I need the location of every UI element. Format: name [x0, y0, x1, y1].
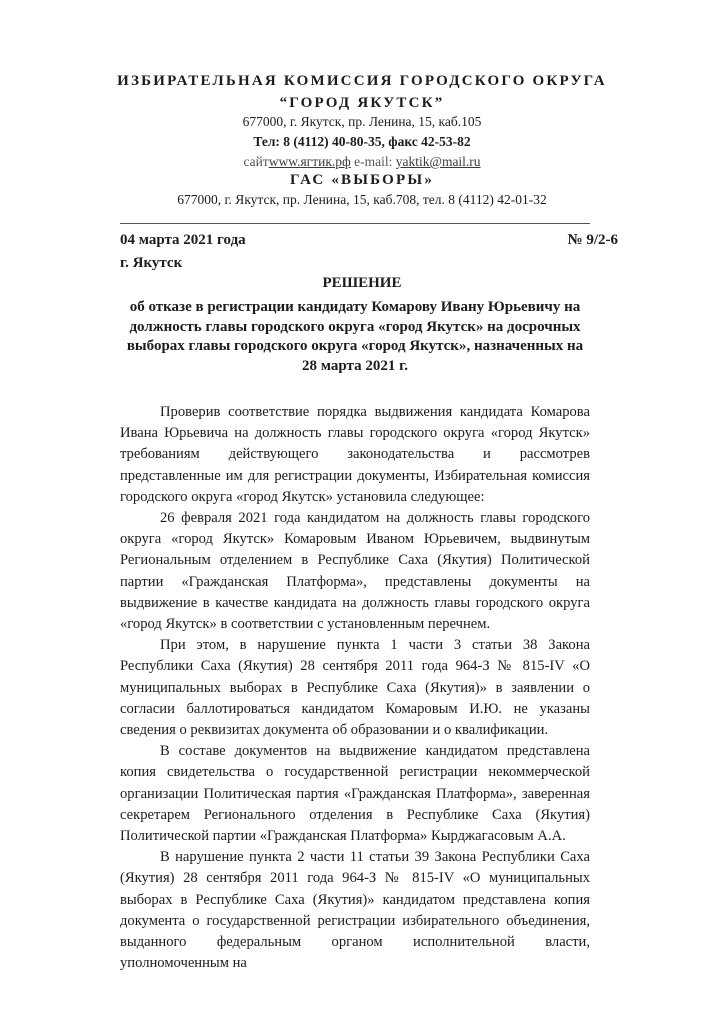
commission-address: 677000, г. Якутск, пр. Ленина, 15, каб.105 [242, 114, 482, 129]
commission-name-line2: “ГОРОД ЯКУТСК” [279, 95, 445, 111]
decision-date: 04 марта 2021 года [120, 232, 246, 248]
document-body [120, 402, 590, 974]
email-link[interactable]: yaktik@mail.ru [395, 154, 481, 169]
decision-subject: об отказе в регистрации кандидату Комарову Ивану Юрьевичу на должность главы городского округа «город Якутск» на досрочных выборах главы городского округа «город Якутск», назначенных на 28 марта 2021 г. [126, 299, 584, 374]
commission-name-line1: ИЗБИРАТЕЛЬНАЯ КОМИССИЯ ГОРОДСКОГО ОКРУГА [117, 73, 607, 89]
decision-number: № 9/2-6 [567, 232, 618, 248]
site-link[interactable]: www.ягтик.рф [268, 154, 351, 169]
decision-title: РЕШЕНИЕ [322, 275, 402, 291]
commission-phones: Тел: 8 (4112) 40-80-35, факс 42-53-82 [253, 134, 471, 149]
header-divider [120, 223, 590, 224]
decision-city: г. Якутск [120, 255, 183, 271]
gas-address: 677000, г. Якутск, пр. Ленина, 15, каб.708, тел. 8 (4112) 42-01-32 [177, 192, 547, 207]
commission-contacts [0, 154, 724, 170]
email-label: e-mail: [350, 154, 396, 169]
site-label: сайт [243, 154, 269, 169]
body-paragraph: В нарушение пункта 2 части 11 статьи 39 Закона Республики Саха (Якутия) 28 сентября 2011 года 964-З № 815-IV «О муниципальных выборах в Республике Саха (Якутия)» кандидатом представлена копия документа о государственной регистрации избирательного объединения, выданного федеральным органом исполнительной власти, уполномоченным на [120, 849, 590, 972]
gas-title: ГАС «ВЫБОРЫ» [289, 172, 435, 188]
body-paragraph: 26 февраля 2021 года кандидатом на должность главы городского округа «город Якутск» Комаровым Иваном Юрьевичем, выдвинутым Региональным отделением в Республике Саха (Якутия) Политической партии «Гражданская Платформа», представлены документы на выдвижение в качестве кандидата на должность главы городского округа «город Якутск» в соответствии с установленным перечнем. [120, 510, 590, 633]
body-paragraph: При этом, в нарушение пункта 1 части 3 статьи 38 Закона Республики Саха (Якутия) 28 сентября 2011 года 964-З № 815-IV «О муниципальных выборах в Республике Саха (Якутия)» в заявлении о согласии баллотироваться кандидатом Комаровым И.Ю. не указаны сведения о реквизитах документа об образовании и о квалификации. [120, 637, 590, 739]
body-paragraph: В составе документов на выдвижение кандидатом представлена копия свидетельства о государственной регистрации некоммерческой организации Политическая партия «Гражданская Платформа», заверенная секретарем Регионального отделения в Республике Саха (Якутия) Политической партии «Гражданская Платформа» Кырджагасовым А.А. [120, 743, 590, 845]
body-paragraph: Проверив соответствие порядка выдвижения кандидата Комарова Ивана Юрьевича на должность главы городского округа «город Якутск» требованиям действующего законодательства и рассмотрев представленные им для регистрации документы, Избирательная комиссия городского округа «город Якутск» установила следующее: [120, 404, 590, 505]
